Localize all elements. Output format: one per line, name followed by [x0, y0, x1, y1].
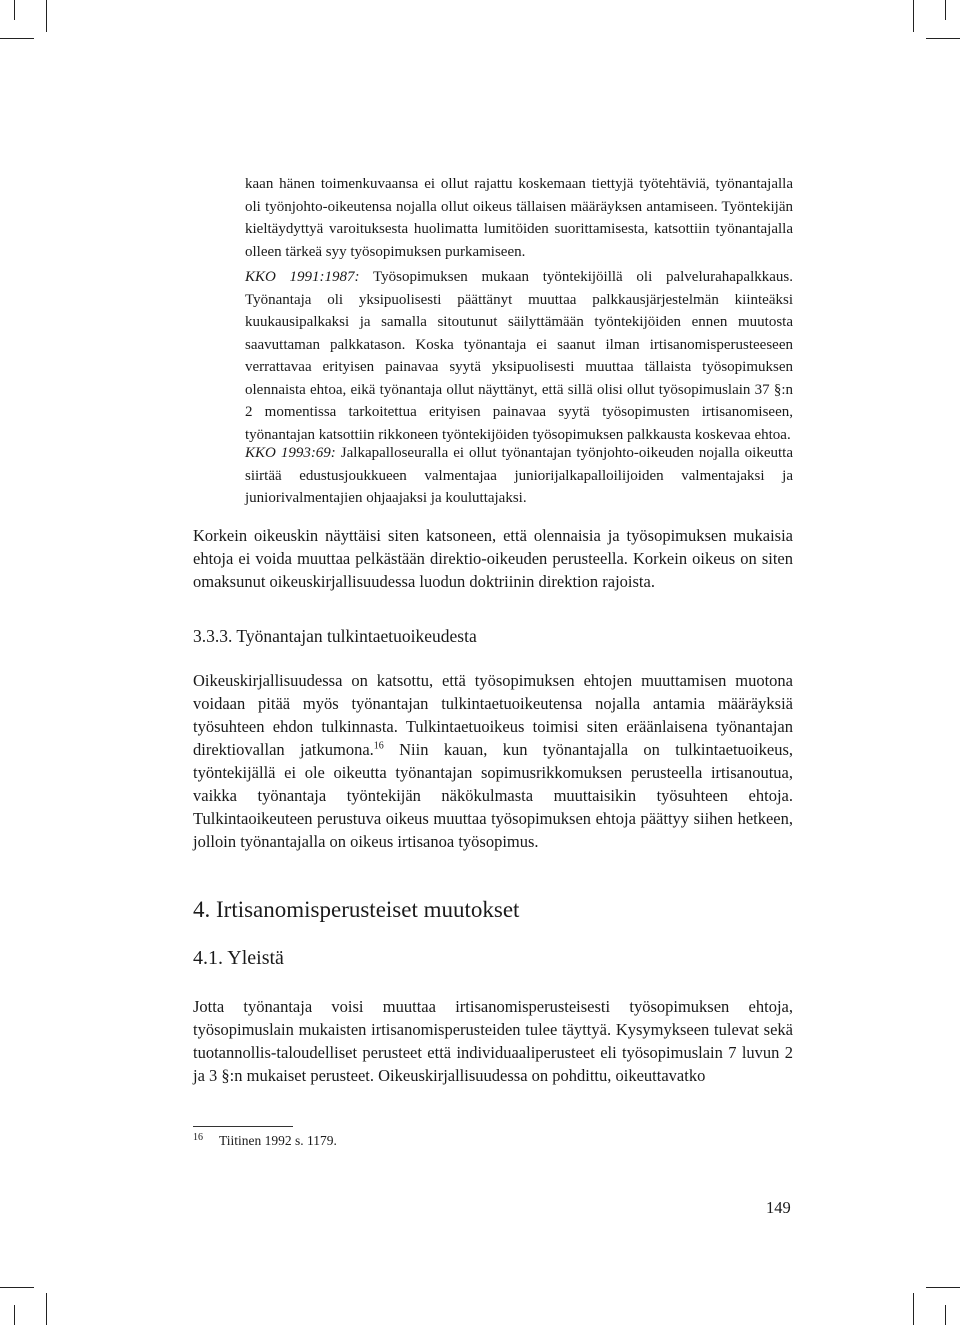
page-number: 149: [766, 1198, 791, 1217]
case-ref: KKO 1993:69:: [245, 445, 336, 461]
case-text: Työsopimuksen mukaan työntekijöillä oli palvelurahapalkkaus. Työnantaja oli yksipuolisesti päättänyt muuttaa palkkausjärjestelmän kiinteäksi kuukausipalkaksi ja samalla sitoutunut säilyttämään työntekijöiden ennen muutosta saavuttaman palkkatason. Koska työnantaja ei saanut ilman irtisanomisperusteeseen verrattavaa erityisen painavaa syytä yksipuolisesti muuttaa tällaista työsopimuksen olennaista ehtoa, eikä työnantaja ollut näyttänyt, että sillä olisi ollut työsopimuslain 37 §:n 2 momentissa tarkoitettua erityisen painavaa syytä työsopimusten irtisanomiseen, työnantajan katsottiin rikkoneen työntekijöiden työsopimuksen palkkausta koskevaa ehtoa.: [245, 269, 793, 443]
paragraph-court: Korkein oikeuskin näyttäisi siten katsoneen, että olennaisia ja työsopimuksen mukaisia ehtoja ei voida muuttaa pelkästään direktio-oikeuden perusteella. Korkein oikeus on siten omaksunut oikeuskirjallisuudessa luodun doktriinin direktion rajoista.: [193, 526, 793, 591]
paragraph-text: Oikeuskirjallisuudessa on katsottu, että työsopimuksen ehtojen muuttamisen muotona voidaan pitää myös työnantajan tulkintaetuoikeutensa nojalla antamia määräyksiä työsuhteen ehdon tulkinnasta. Tulkintaetuoikeus toimisi siten eräänlaisena työnantajan direktiovallan jatkumona.: [193, 671, 793, 759]
paragraph-general: Jotta työnantaja voisi muuttaa irtisanomisperusteisesti työsopimuksen ehtoja, työsopimuslain mukaisten irtisanomisperusteiden tulee täyttyä. Kysymykseen tulevat sekä tuotannollis-taloudelliset perusteet että individuaaliperusteet eli työsopimuslain 7 luvun 2 ja 3 §:n mukaiset perusteet. Oikeuskirjallisuudessa on pohdittu, oikeuttavatko: [193, 997, 793, 1085]
crop-mark: [926, 1287, 960, 1288]
crop-mark: [14, 0, 15, 20]
crop-mark: [46, 1293, 47, 1325]
paragraph-text: Niin kauan, kun työnantajalla on tulkintaetuoikeus, työntekijällä ei ole oikeutta työnantajan sopimusrikkomuksen perusteella irtisanoutua, vaikka työnantaja työntekijän näkökulmasta muuttaisikin työsuhteen ehtoja. Tulkintaoikeuteen perustuva oikeus muuttaa työsopimuksen ehtoja päättyy siihen hetkeen, jolloin työnantajalla on oikeus irtisanoa työsopimus.: [193, 740, 794, 851]
crop-mark: [0, 1287, 34, 1288]
footnote-text: Tiitinen 1992 s. 1179.: [219, 1133, 337, 1148]
crop-mark: [913, 1293, 914, 1325]
crop-mark: [945, 1305, 946, 1325]
footnote: [193, 1133, 337, 1149]
case-kko-1993: [245, 442, 793, 510]
footnote-number: 16: [193, 1131, 203, 1143]
case-text: Jalkapalloseuralla ei ollut työnantajan työnjohto-oikeuden nojalla oikeutta siirtää edustusjoukkueen valmentajaa juniorijalkapalloilijoiden valmentajaksi ja juniorivalmentajien ohjaajaksi ja kouluttajaksi.: [245, 445, 793, 506]
footnote-reference: 16: [373, 740, 384, 752]
chapter-heading: 4. Irtisanomisperusteiset muutokset: [193, 897, 520, 922]
crop-mark: [926, 38, 960, 39]
case-kko-1991: [245, 266, 793, 446]
crop-mark: [14, 1305, 15, 1325]
crop-mark: [0, 38, 34, 39]
crop-mark: [945, 0, 946, 20]
footnote-divider: [193, 1126, 293, 1127]
case-continuation: kaan hänen toimenkuvaansa ei ollut rajattu koskemaan tiettyjä työtehtäviä, työnantajalla oli työnjohto-oikeutensa nojalla ollut oikeus tällaisen määräyksen antamiseen. Työntekijän kieltäydyttyä varoituksesta huolimatta lumitöiden suorittamisesta, katsottiin työnantajalla olleen tärkeä syy työsopimuksen purkamiseen.: [245, 176, 793, 260]
case-ref: KKO 1991:1987:: [245, 269, 360, 285]
crop-mark: [913, 0, 914, 32]
paragraph-interpretation: [193, 669, 793, 853]
section-heading-4-1: 4.1. Yleistä: [193, 947, 284, 969]
section-heading-3-3-3: 3.3.3. Työnantajan tulkintaetuoikeudesta: [193, 626, 477, 646]
crop-mark: [46, 0, 47, 32]
